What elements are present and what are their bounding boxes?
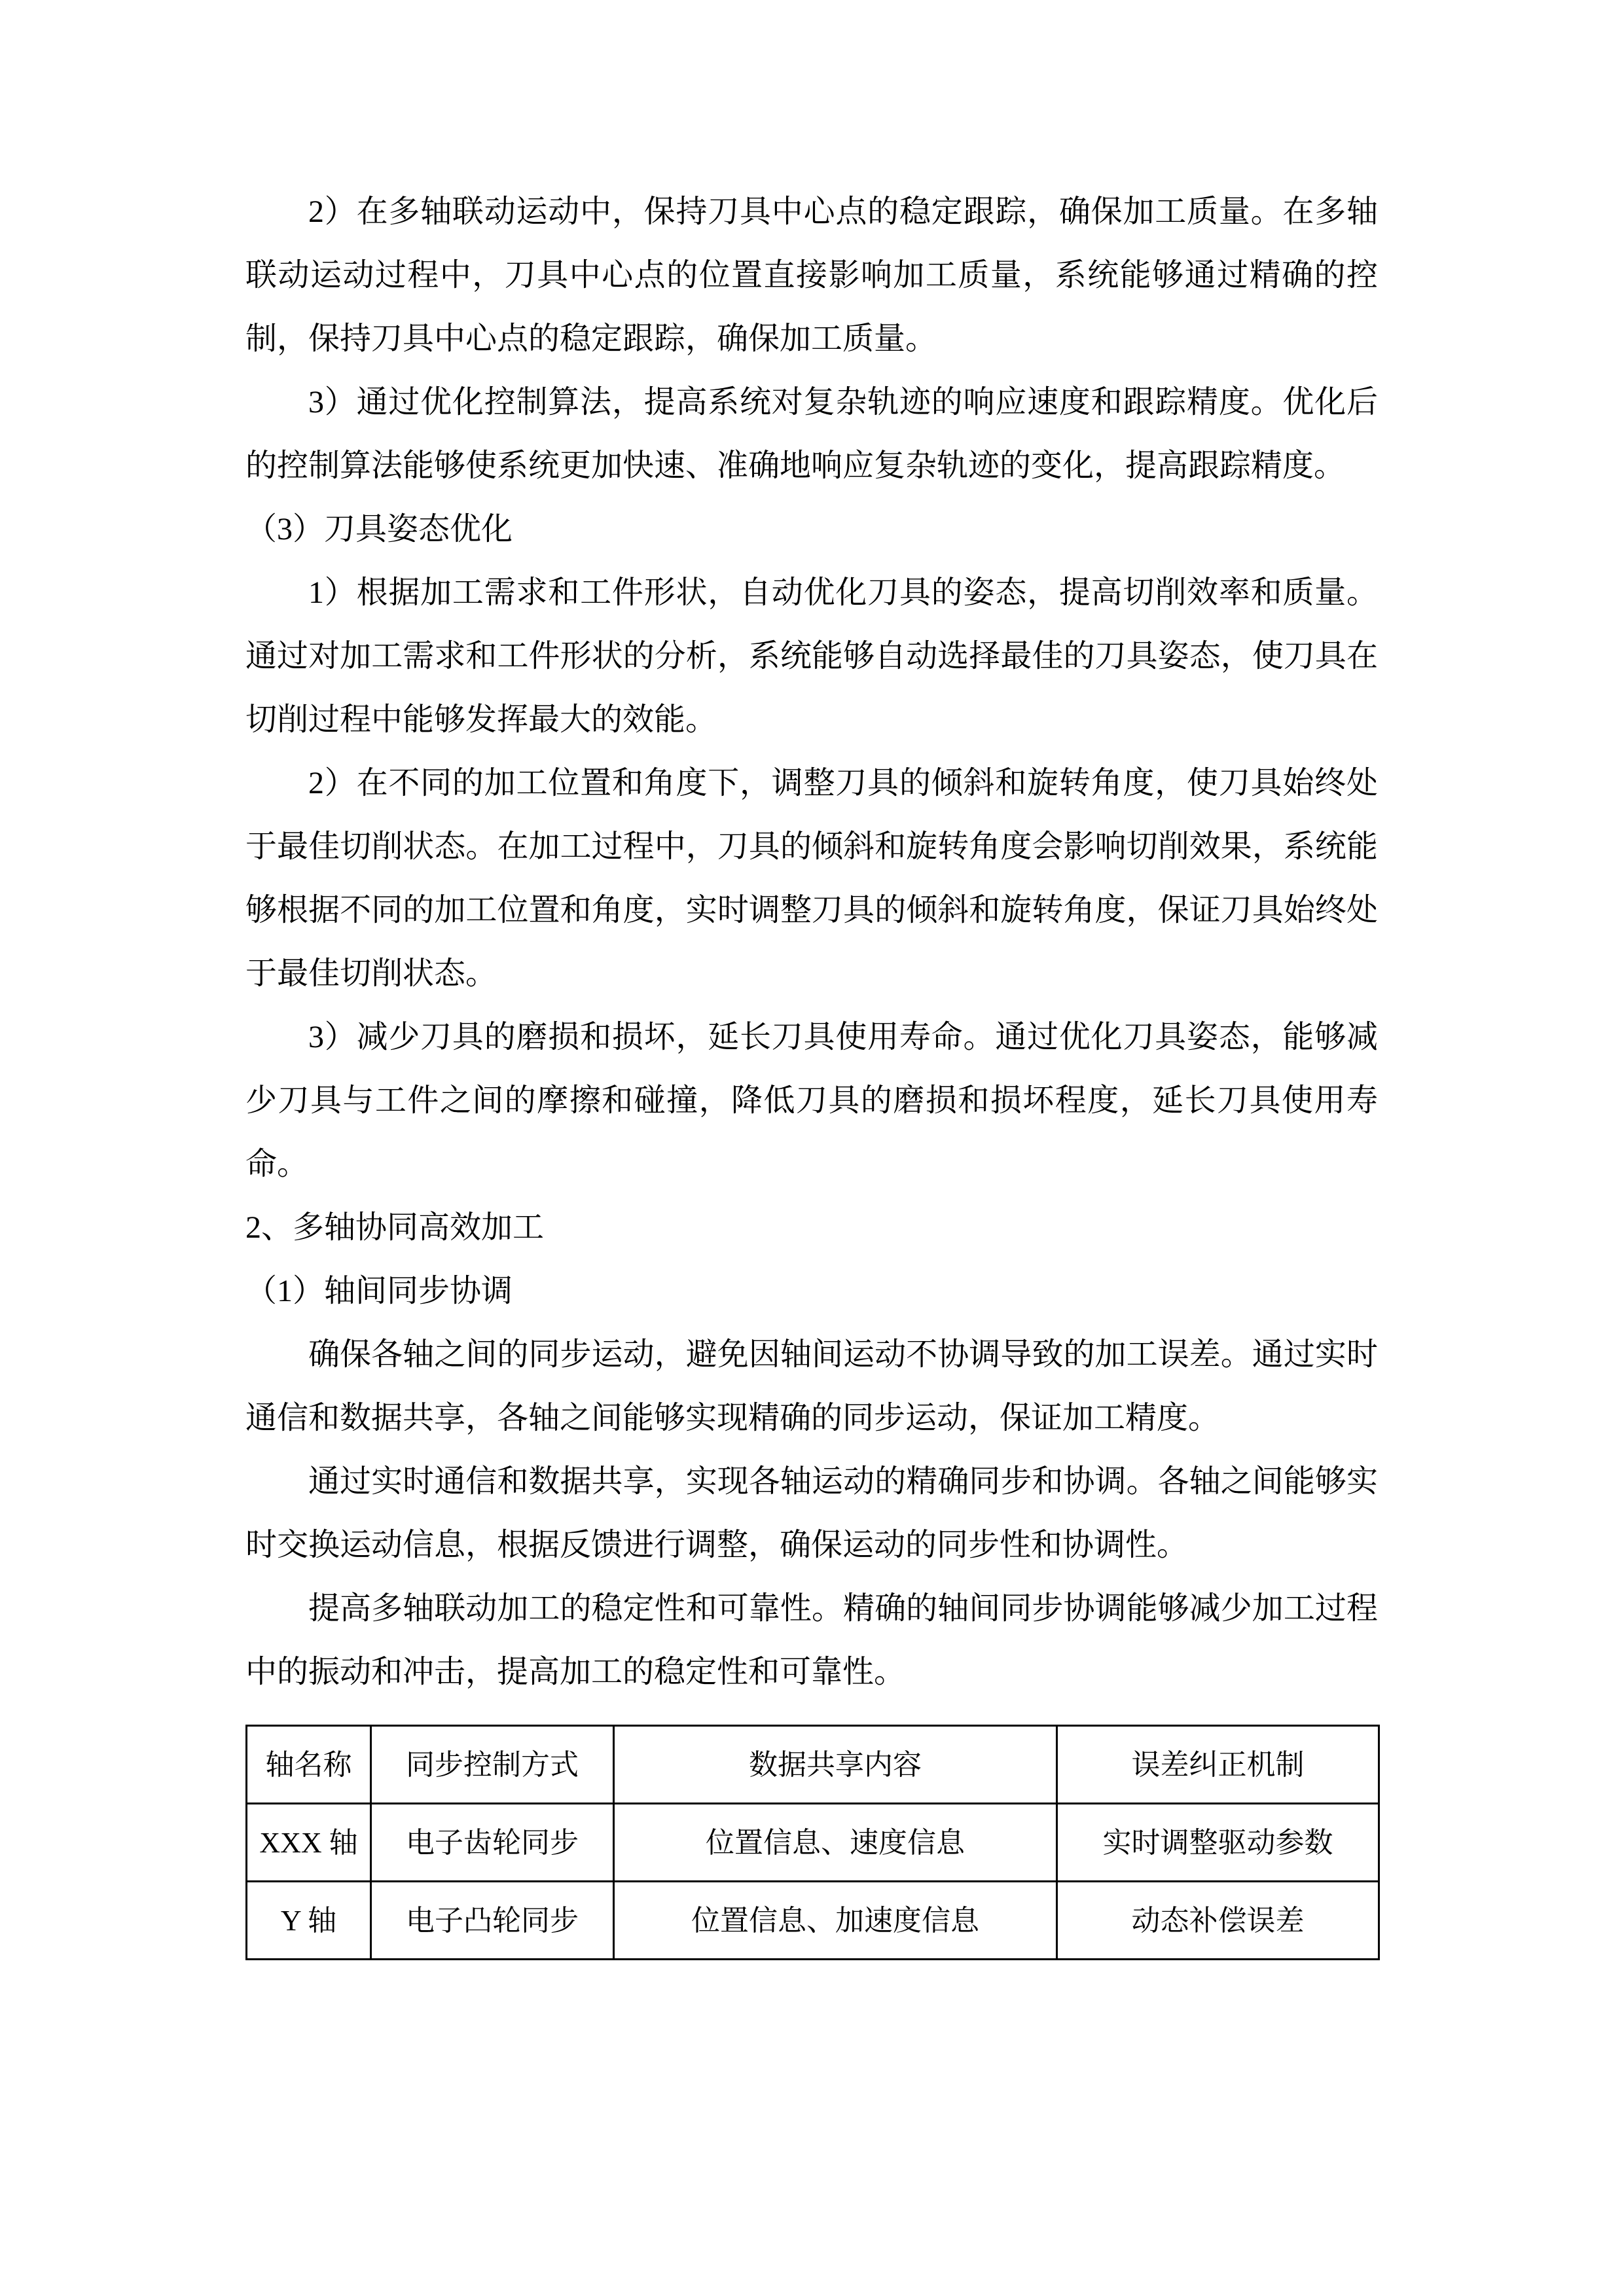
table-row <box>247 1804 1379 1882</box>
table-header-cell: 轴名称 <box>247 1726 371 1804</box>
table-cell: XXX 轴 <box>247 1804 371 1882</box>
table-header-cell: 同步控制方式 <box>371 1726 614 1804</box>
table-cell: 电子凸轮同步 <box>371 1882 614 1960</box>
heading-tool-posture-optimization: （3）刀具姿态优化 <box>245 512 513 547</box>
table-header-row <box>247 1726 1379 1804</box>
table-cell: Y 轴 <box>247 1882 371 1960</box>
table-cell: 实时调整驱动参数 <box>1057 1804 1379 1882</box>
paragraph-8: 提高多轴联动加工的稳定性和可靠性。精确的轴间同步协调能够减少加工过程中的振动和冲击，提高加工的稳定性和可靠性。 <box>245 1591 1378 1689</box>
paragraph-2: 3）通过优化控制算法，提高系统对复杂轨迹的响应速度和跟踪精度。优化后的控制算法能够使系统更加快速、准确地响应复杂轨迹的变化，提高跟踪精度。 <box>245 385 1378 483</box>
table-cell: 动态补偿误差 <box>1057 1882 1379 1960</box>
paragraph-6: 确保各轴之间的同步运动，避免因轴间运动不协调导致的加工误差。通过实时通信和数据共享，各轴之间能够实现精确的同步运动，保证加工精度。 <box>245 1337 1378 1435</box>
table-row <box>247 1882 1379 1960</box>
table-cell: 位置信息、加速度信息 <box>614 1882 1057 1960</box>
heading-multi-axis-cooperative-machining: 2、多轴协同高效加工 <box>245 1210 545 1245</box>
axis-synchronization-table <box>245 1725 1380 1960</box>
table-cell: 电子齿轮同步 <box>371 1804 614 1882</box>
paragraph-4: 2）在不同的加工位置和角度下，调整刀具的倾斜和旋转角度，使刀具始终处于最佳切削状态。在加工过程中，刀具的倾斜和旋转角度会影响切削效果，系统能够根据不同的加工位置和角度，实时调整刀具的倾斜和旋转角度，保证刀具始终处于最佳切削状态。 <box>245 766 1378 991</box>
paragraph-5: 3）减少刀具的磨损和损坏，延长刀具使用寿命。通过优化刀具姿态，能够减少刀具与工件之间的摩擦和碰撞，降低刀具的磨损和损坏程度，延长刀具使用寿命。 <box>245 1020 1378 1181</box>
paragraph-7: 通过实时通信和数据共享，实现各轴运动的精确同步和协调。各轴之间能够实时交换运动信息，根据反馈进行调整，确保运动的同步性和协调性。 <box>245 1464 1378 1562</box>
heading-inter-axis-synchronization: （1）轴间同步协调 <box>245 1274 513 1308</box>
table-header-cell: 误差纠正机制 <box>1057 1726 1379 1804</box>
document-body <box>245 180 1378 1960</box>
table-cell: 位置信息、速度信息 <box>614 1804 1057 1882</box>
paragraph-3: 1）根据加工需求和工件形状，自动优化刀具的姿态，提高切削效率和质量。通过对加工需求和工件形状的分析，系统能够自动选择最佳的刀具姿态，使刀具在切削过程中能够发挥最大的效能。 <box>245 575 1378 737</box>
table-header-cell: 数据共享内容 <box>614 1726 1057 1804</box>
paragraph-1: 2）在多轴联动运动中，保持刀具中心点的稳定跟踪，确保加工质量。在多轴联动运动过程中，刀具中心点的位置直接影响加工质量，系统能够通过精确的控制，保持刀具中心点的稳定跟踪，确保加工质量。 <box>245 194 1378 356</box>
